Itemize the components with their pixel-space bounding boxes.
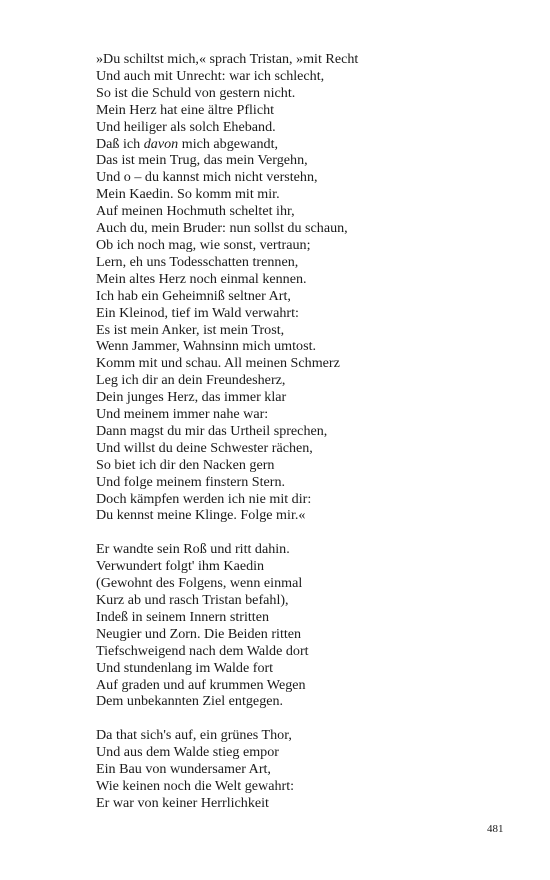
verse-line: So ist die Schuld von gestern nicht. — [96, 84, 296, 101]
verse-line: Und auch mit Unrecht: war ich schlecht, — [96, 67, 325, 84]
verse-line: Lern, eh uns Todesschatten trennen, — [96, 253, 299, 270]
stanza — [96, 541, 516, 710]
verse-line: »Du schiltst mich,« sprach Tristan, »mit Recht — [96, 51, 359, 67]
verse-line: Dein junges Herz, das immer klar — [96, 389, 287, 406]
verse-segment: Daß ich — [96, 135, 144, 152]
verse-line: Auf graden und auf krummen Wegen — [96, 676, 306, 693]
verse-line: Auch du, mein Bruder: nun sollst du schaun, — [96, 220, 348, 237]
poem-body — [96, 51, 516, 812]
verse-line: Und meinem immer nahe war: — [96, 406, 269, 423]
verse-line: Komm mit und schau. All meinen Schmerz — [96, 355, 340, 372]
verse-line: Ein Bau von wundersamer Art, — [96, 761, 271, 778]
verse-line: Da that sich's auf, ein grünes Thor, — [96, 727, 292, 744]
verse-line: Wenn Jammer, Wahnsinn mich umtost. — [96, 338, 317, 355]
verse-line: Du kennst meine Klinge. Folge mir.« — [96, 507, 306, 524]
verse-line: (Gewohnt des Folgens, wenn einmal — [96, 575, 303, 592]
verse-line: Ein Kleinod, tief im Wald verwahrt: — [96, 304, 299, 321]
verse-line: Indeß in seinem Innern stritten — [96, 608, 269, 625]
verse-line: Neugier und Zorn. Die Beiden ritten — [96, 625, 302, 642]
verse-line: Dem unbekannten Ziel entgegen. — [96, 693, 284, 710]
verse-line: Und willst du deine Schwester rächen, — [96, 439, 313, 456]
verse-line: Wie keinen noch die Welt gewahrt: — [96, 777, 295, 794]
stanza — [96, 51, 516, 524]
verse-line: Mein altes Herz noch einmal kennen. — [96, 270, 307, 287]
verse-line: Kurz ab und rasch Tristan befahl), — [96, 591, 289, 608]
verse-line: Verwundert folgt' ihm Kaedin — [96, 558, 265, 575]
verse-line: Und aus dem Walde stieg empor — [96, 744, 279, 761]
verse-line: So biet ich dir den Nacken gern — [96, 456, 275, 473]
verse-line: Und stundenlang im Walde fort — [96, 659, 274, 676]
verse-line: Und heiliger als solch Eheband. — [96, 118, 276, 135]
verse-emphasis: davon — [143, 135, 179, 152]
verse-line: Ob ich noch mag, wie sonst, vertraun; — [96, 236, 311, 253]
verse-line: Und folge meinem finstern Stern. — [96, 473, 286, 490]
verse-line: Und o – du kannst mich nicht verstehn, — [96, 169, 318, 186]
verse-line: Leg ich dir an dein Freundesherz, — [96, 372, 286, 389]
verse-line: Tiefschweigend nach dem Walde dort — [96, 642, 309, 659]
verse-line: Mein Herz hat eine ältre Pflicht — [96, 101, 275, 118]
stanza — [96, 727, 516, 812]
verse-line: Es ist mein Anker, ist mein Trost, — [96, 321, 285, 338]
page-number: 481 — [487, 823, 504, 835]
verse-line: Auf meinen Hochmuth scheltet ihr, — [96, 203, 295, 220]
verse-line: Doch kämpfen werden ich nie mit dir: — [96, 490, 312, 507]
verse-line: Ich hab ein Geheimniß seltner Art, — [96, 287, 291, 304]
verse-line: Dann magst du mir das Urtheil sprechen, — [96, 422, 328, 439]
verse-segment: mich abgewandt, — [178, 135, 279, 152]
verse-line: Mein Kaedin. So komm mit mir. — [96, 186, 280, 203]
verse-line — [96, 136, 516, 153]
verse-line: Das ist mein Trug, das mein Vergehn, — [96, 152, 308, 169]
verse-line: Er war von keiner Herrlichkeit — [96, 794, 269, 811]
verse-line: Er wandte sein Roß und ritt dahin. — [96, 541, 290, 558]
